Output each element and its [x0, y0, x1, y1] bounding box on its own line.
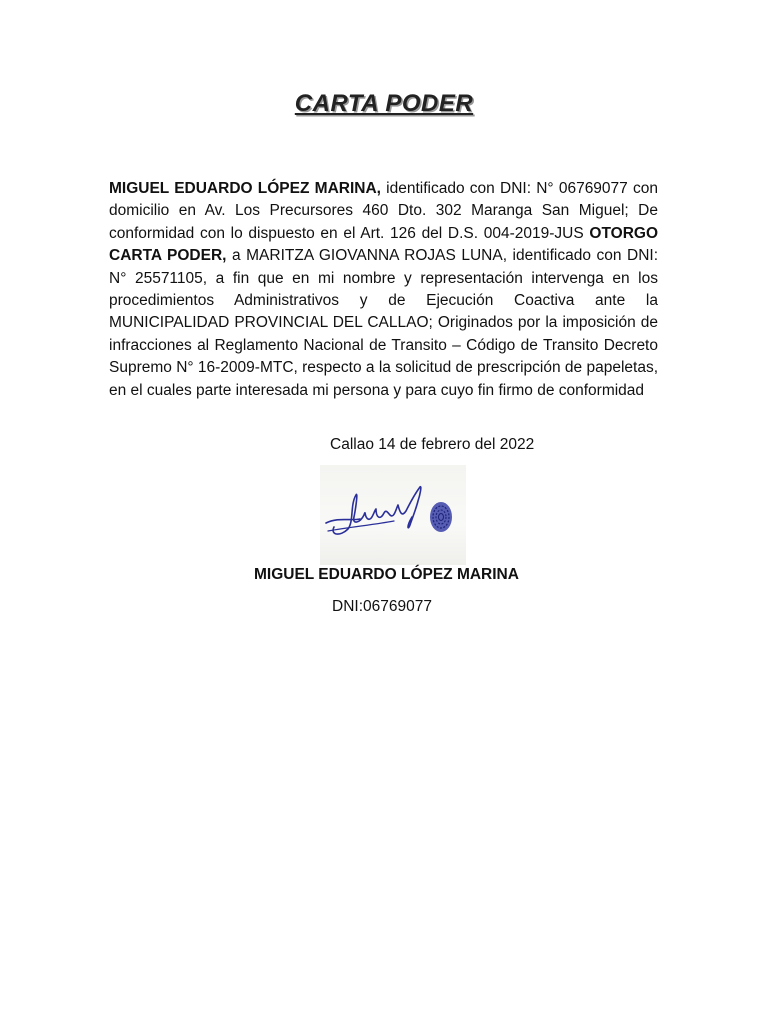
grantor-name: MIGUEL EDUARDO LÓPEZ MARINA,	[109, 180, 381, 197]
grant-statement: OTORGO CARTA PODER,	[109, 224, 658, 265]
body-segment-1: identificado con DNI: N° 06769077 con domicilio en Av. Los Precursores 460 Dto. 302 Maranga San Miguel; De conformidad con lo dispuesto en el Art. 126 del D.S. 004-2019-JUS	[109, 180, 658, 242]
date-line: Callao 14 de febrero del 2022	[330, 436, 535, 453]
signature-image	[320, 465, 466, 565]
signature-drawing	[320, 465, 466, 565]
document-body	[109, 178, 658, 402]
fingerprint-icon	[430, 502, 452, 532]
signature-underline	[328, 521, 394, 531]
document-title: CARTA PODER	[294, 90, 474, 117]
body-segment-2: a MARITZA GIOVANNA ROJAS LUNA, identificado con DNI: N° 25571105, a fin que en mi nombre y representación intervenga en los procedimientos Administrativos y de Ejecución Coactiva ante la MUNICIPALIDAD PROVINCIAL DEL CALLAO; Originados por la imposición de infracciones al Reglamento Nacional de Transito – Código de Transito Decreto Supremo N° 16-2009-MTC, respecto a la solicitud de prescripción de papeletas, en el cuales parte interesada mi persona y para cuyo fin firmo de conformidad	[109, 247, 658, 399]
signer-name: MIGUEL EDUARDO LÓPEZ MARINA	[254, 566, 519, 583]
signer-dni: DNI:06769077	[332, 598, 432, 615]
signature-stroke	[326, 487, 421, 534]
